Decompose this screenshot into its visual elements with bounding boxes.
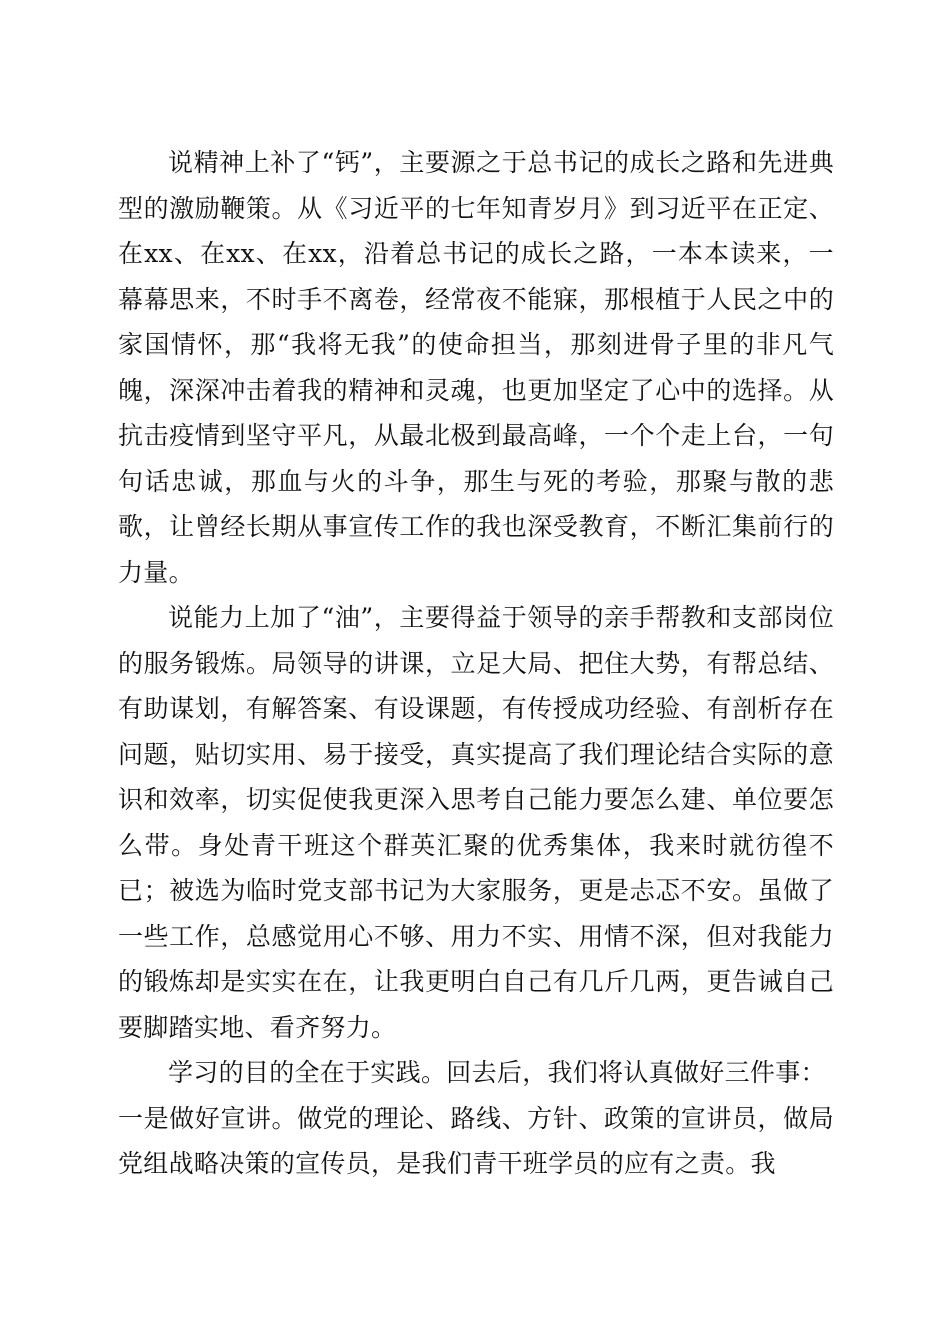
document-page [118,140,834,1187]
paragraph-ability: 说能力上加了“油”，主要得益于领导的亲手帮教和支部岗位的服务锻炼。局领导的讲课，立足大局、把住大势，有帮总结、有助谋划，有解答案、有设课题，有传授成功经验、有剖析存在问题，贴切实用、易于接受，真实提高了我们理论结合实际的意识和效率，切实促使我更深入思考自己能力要怎么建、单位要怎么带。身处青干班这个群英汇聚的优秀集体，我来时就彷徨不已；被选为临时党支部书记为大家服务，更是忐忑不安。虽做了一些工作，总感觉用心不够、用力不实、用情不深，但对我能力的锻炼却是实实在在，让我更明白自己有几斤几两，更告诫自己要脚踏实地、看齐努力。 [118,603,834,1042]
paragraph-spirit: 说精神上补了“钙”，主要源之于总书记的成长之路和先进典型的激励鞭策。从《习近平的七年知青岁月》到习近平在正定、在xx、在xx、在xx，沿着总书记的成长之路，一本本读来，一幕幕思来，不时手不离卷，经常夜不能寐，那根植于人民之中的家国情怀，那“我将无我”的使命担当，那刻进骨子里的非凡气魄，深深冲击着我的精神和灵魂，也更加坚定了心中的选择。从抗击疫情到坚守平凡，从最北极到最高峰，一个个走上台，一句句话忠诚，那血与火的斗争，那生与死的考验，那聚与散的悲歌，让曾经长期从事宣传工作的我也深受教育，不断汇集前行的力量。 [118,148,834,587]
paragraph-practice: 学习的目的全在于实践。回去后，我们将认真做好三件事： [168,1058,826,1087]
paragraph-propaganda: 一是做好宣讲。做党的理论、路线、方针、政策的宣讲员，做局党组战略决策的宣传员，是我们青干班学员的应有之责。我 [118,1103,834,1178]
